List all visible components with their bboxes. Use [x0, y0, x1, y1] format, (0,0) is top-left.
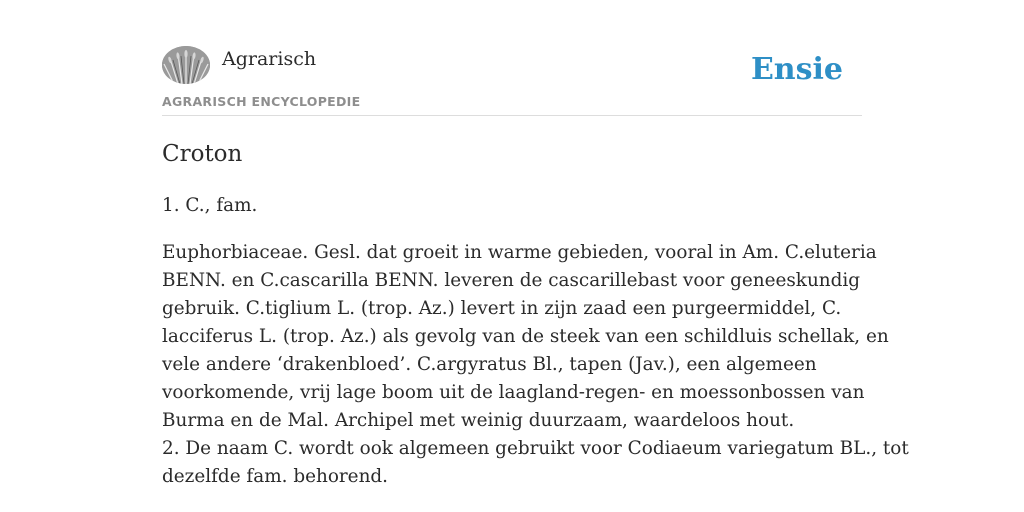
site-name[interactable]: Agrarisch [222, 48, 317, 70]
body-line: vele andere ‘drakenbloed’. C.argyratus Bl., tapen (Jav.), een algemeen [162, 354, 817, 375]
body-line: Burma en de Mal. Archipel met weinig duurzaam, waardeloos hout. [162, 410, 795, 431]
article [162, 138, 909, 491]
brand-logo[interactable]: Ensie [750, 52, 843, 87]
body-line: BENN. en C.cascarilla BENN. leveren de cascarillebast voor geneeskundig [162, 270, 861, 291]
site-subtitle: AGRARISCH ENCYCLOPEDIE [162, 94, 361, 109]
page-title: Croton [162, 141, 243, 167]
body-line: dezelfde fam. behorend. [162, 466, 389, 487]
article-intro: 1. C., fam. [162, 195, 258, 216]
body-line: 2. De naam C. wordt ook algemeen gebruikt voor Codiaeum variegatum BL., tot [162, 438, 909, 459]
body-line: Euphorbiaceae. Gesl. dat groeit in warme gebieden, vooral in Am. C.eluteria [162, 242, 877, 263]
site-header [162, 46, 862, 116]
body-line: gebruik. C.tiglium L. (trop. Az.) levert in zijn zaad een purgeermiddel, C. [162, 298, 842, 319]
wheat-field-icon[interactable] [162, 46, 210, 84]
body-line: voorkomende, vrij lage boom uit de laagland-regen- en moessonbossen van [162, 382, 865, 403]
body-line: lacciferus L. (trop. Az.) als gevolg van de steek van een schildluis schellak, en [162, 326, 889, 347]
article-body [162, 239, 909, 491]
